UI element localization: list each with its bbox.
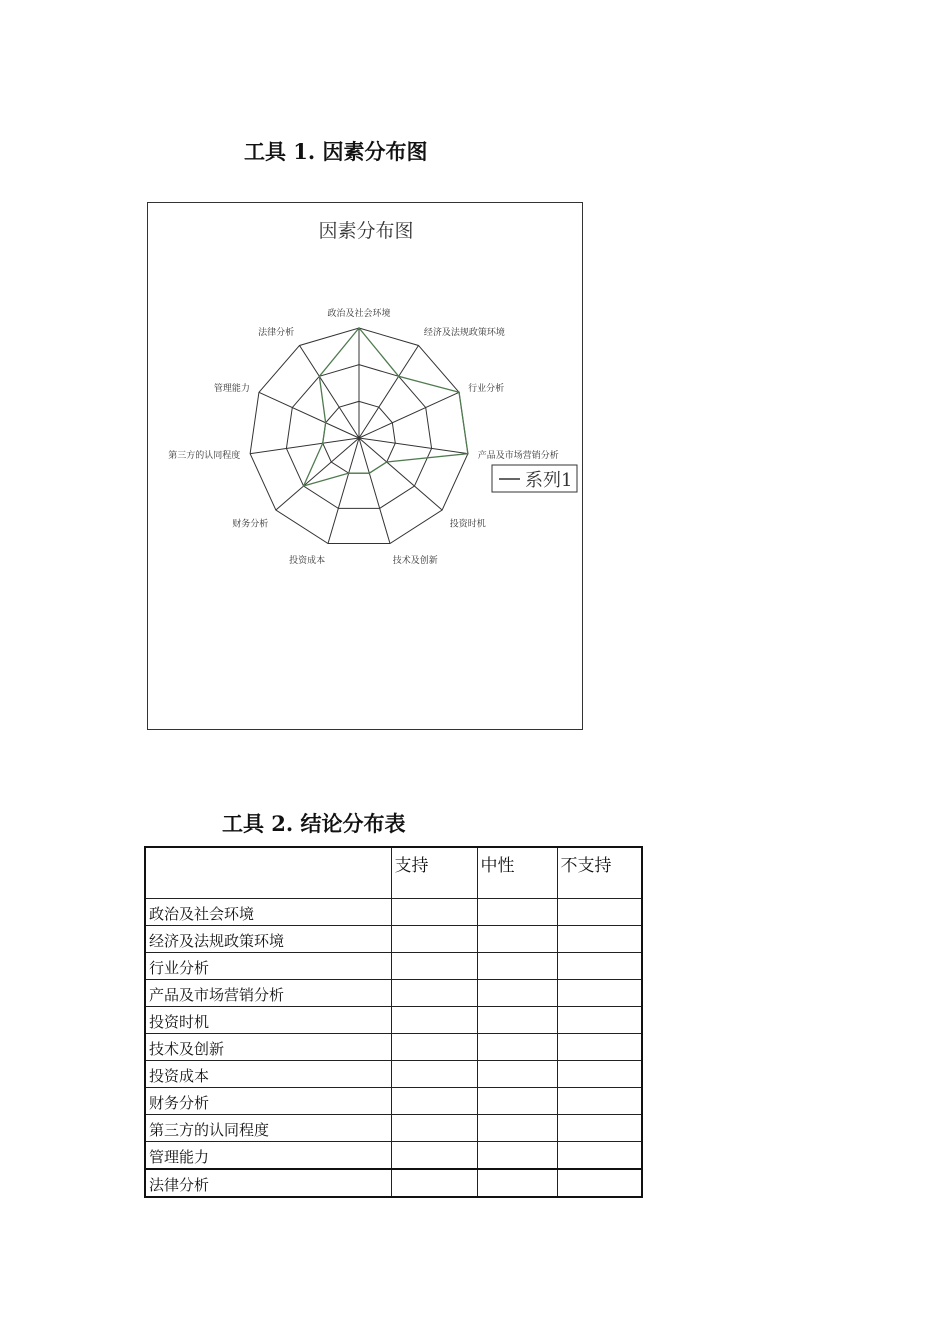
table-row-label: 法律分析 [145,1169,391,1197]
radar-category-label: 管理能力 [213,384,250,395]
table-cell[interactable] [477,926,557,953]
table-cell[interactable] [477,899,557,926]
radar-spoke [359,438,390,544]
radar-point [369,472,371,474]
radar-category-labels [168,307,559,566]
table-cell[interactable] [391,1034,477,1061]
radar-category-label: 投资成本 [289,556,326,567]
radar-point [325,422,327,424]
table-cell[interactable] [477,1088,557,1115]
table-row-label: 政治及社会环境 [145,899,391,926]
table-cell[interactable] [557,953,642,980]
radar-spoke [359,438,468,454]
radar-point [467,453,469,455]
radar-point [358,327,360,329]
table-cell[interactable] [391,1007,477,1034]
table-cell[interactable] [557,1115,642,1142]
radar-category-label: 行业分析 [468,384,505,395]
table-header-cell: 中性 [477,847,557,899]
table-cell[interactable] [391,926,477,953]
table-row [145,1034,642,1061]
table-cell[interactable] [557,1169,642,1197]
table-row-label: 投资时机 [145,1007,391,1034]
table-cell[interactable] [557,1088,642,1115]
table-cell[interactable] [391,1061,477,1088]
table-header-row [145,847,642,899]
table-cell[interactable] [557,980,642,1007]
table-row-label: 经济及法规政策环境 [145,926,391,953]
table-row-label: 行业分析 [145,953,391,980]
section2-heading: 工具 2. 结论分布表 [222,811,406,836]
radar-point [458,392,460,394]
table-cell[interactable] [391,1142,477,1170]
radar-point [303,485,305,487]
table-cell[interactable] [557,899,642,926]
conclusion-table [144,846,643,1198]
radar-category-label: 法律分析 [258,328,295,339]
table-row [145,980,642,1007]
radar-chart-svg [148,203,584,731]
radar-category-label: 经济及法规政策环境 [423,328,505,339]
table-row-label: 投资成本 [145,1061,391,1088]
table-header-cell: 支持 [391,847,477,899]
radar-point [386,461,388,463]
radar-point [398,376,400,378]
chart-legend [492,465,577,492]
radar-category-label: 财务分析 [232,519,269,530]
radar-grid [250,328,468,544]
table-cell[interactable] [557,1007,642,1034]
table-row [145,1061,642,1088]
radar-point [322,442,324,444]
table-cell[interactable] [477,1034,557,1061]
table-row [145,1169,642,1197]
table-cell[interactable] [391,1115,477,1142]
radar-category-label: 政治及社会环境 [327,309,391,319]
table-row [145,1088,642,1115]
table-header-cell [145,847,391,899]
table-cell[interactable] [391,1169,477,1197]
table-header-cell: 不支持 [557,847,642,899]
radar-category-label: 第三方的认同程度 [168,451,241,462]
table-row-label: 管理能力 [145,1142,391,1170]
table-row [145,1115,642,1142]
table-row-label: 第三方的认同程度 [145,1115,391,1142]
table-cell[interactable] [557,1034,642,1061]
table-row [145,1007,642,1034]
table-row [145,926,642,953]
chart-title: 因素分布图 [318,220,414,242]
radar-point [348,472,350,474]
radar-spoke [250,438,359,454]
radar-spoke [359,438,442,510]
radar-series-layer [303,327,469,487]
radar-chart [147,202,583,730]
table-cell[interactable] [391,953,477,980]
table-cell[interactable] [557,926,642,953]
table-cell[interactable] [477,1169,557,1197]
radar-point [319,376,321,378]
radar-category-label: 产品及市场营销分析 [477,451,559,462]
table-row-label: 产品及市场营销分析 [145,980,391,1007]
radar-spoke [328,438,359,544]
table-cell[interactable] [477,1115,557,1142]
table-row [145,899,642,926]
table-row [145,953,642,980]
table-row-label: 技术及创新 [145,1034,391,1061]
radar-series-line [304,328,468,486]
radar-category-label: 投资时机 [449,519,486,530]
radar-category-label: 技术及创新 [392,556,438,567]
table-cell[interactable] [557,1142,642,1170]
table-cell[interactable] [477,1007,557,1034]
table-row-label: 财务分析 [145,1088,391,1115]
table-cell[interactable] [477,980,557,1007]
table-row [145,1142,642,1170]
section1-heading: 工具 1. 因素分布图 [244,139,428,164]
table-cell[interactable] [477,1142,557,1170]
table-cell[interactable] [391,1088,477,1115]
table-cell[interactable] [477,953,557,980]
table-cell[interactable] [391,980,477,1007]
table-cell[interactable] [477,1061,557,1088]
table-cell[interactable] [391,899,477,926]
table-cell[interactable] [557,1061,642,1088]
legend-label: 系列1 [525,470,573,491]
